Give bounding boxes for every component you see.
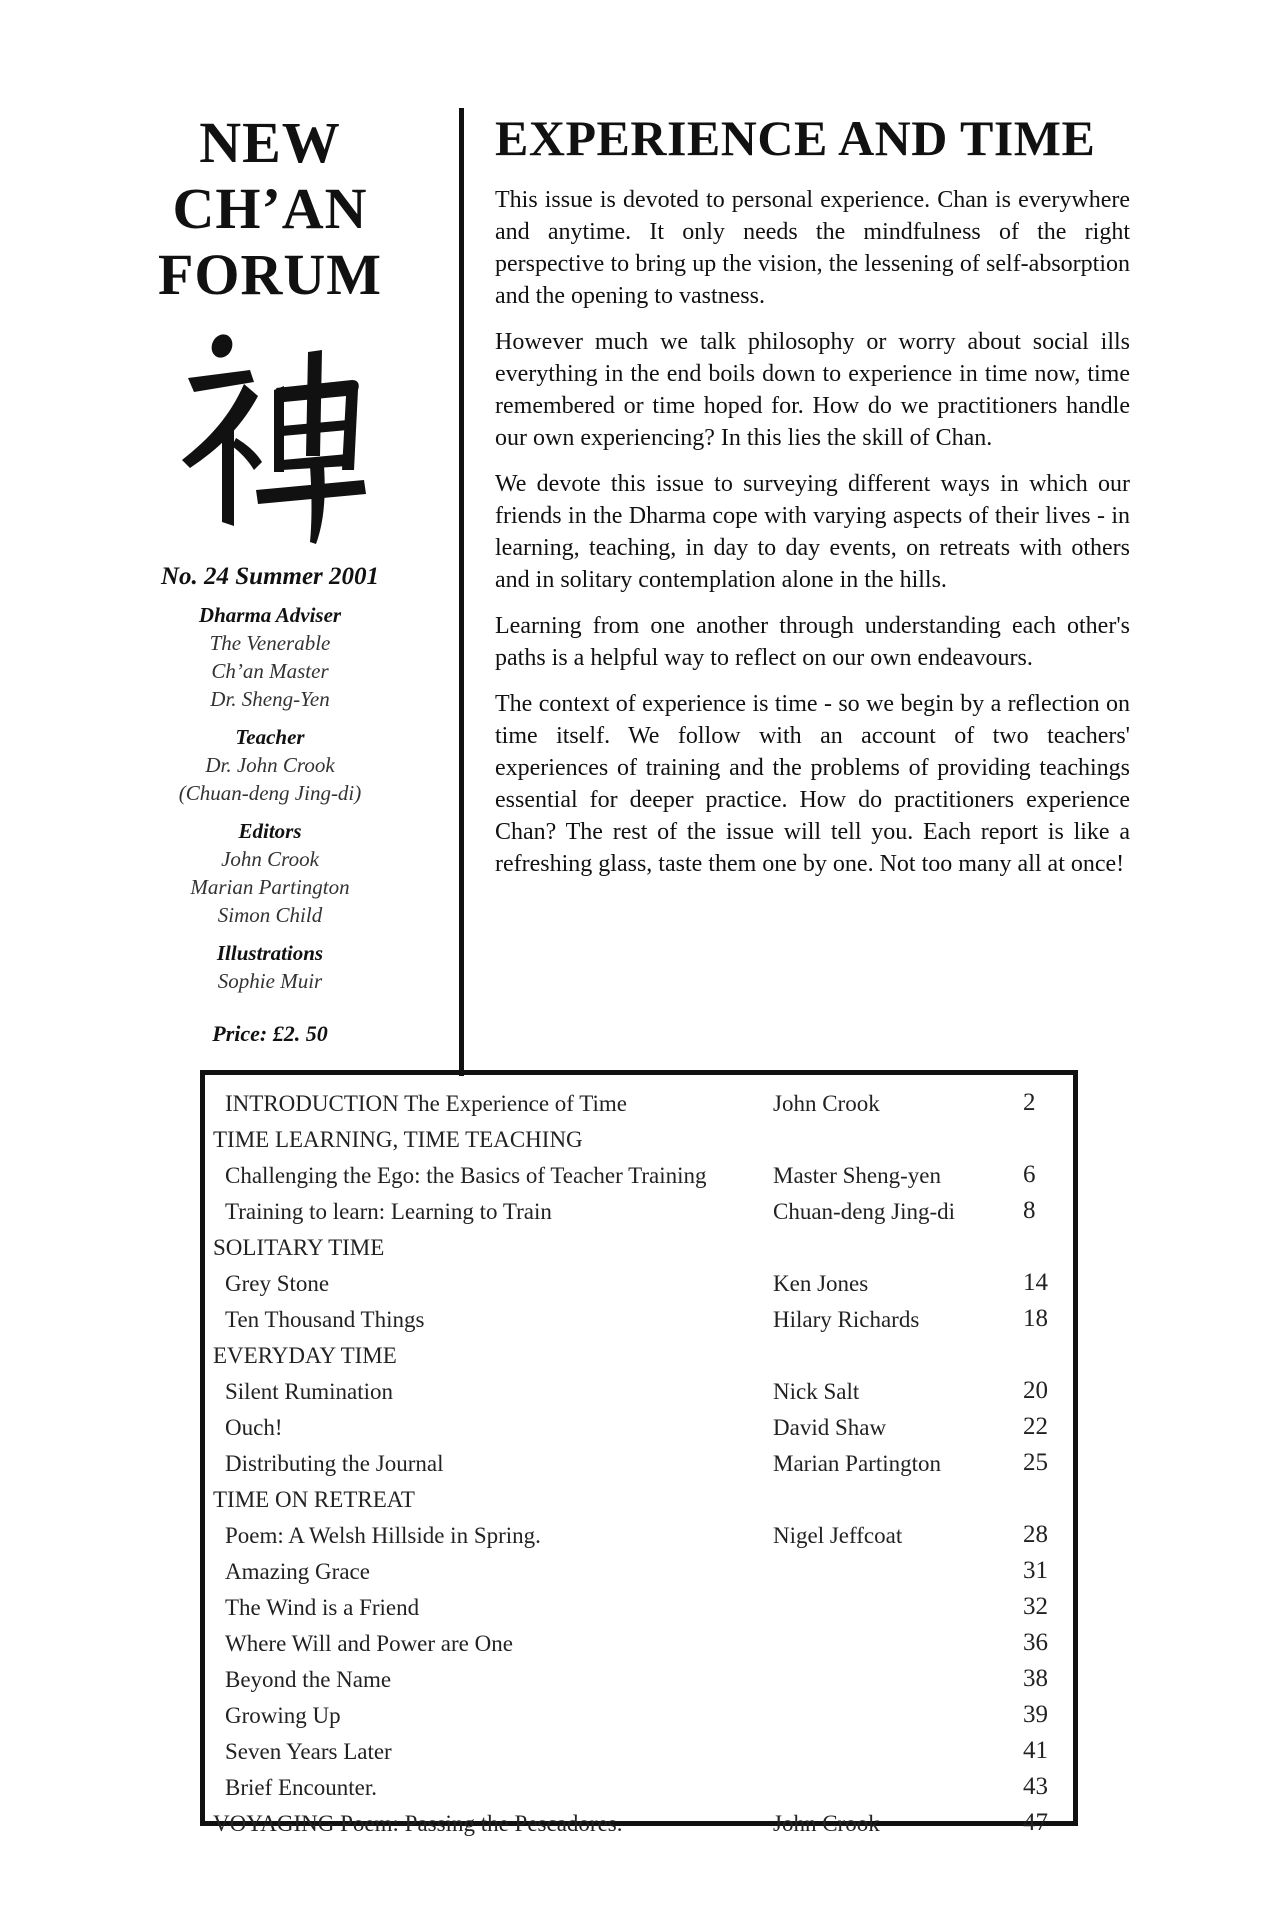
toc-entry-author: Marian Partington	[773, 1451, 941, 1476]
article-headline: EXPERIENCE AND TIME	[495, 110, 1096, 166]
toc-entry-title: VOYAGING Poem: Passing the Pescadores.	[213, 1811, 623, 1836]
person-name: Sophie Muir	[217, 969, 323, 993]
toc-row	[205, 1477, 1073, 1513]
article-paragraph: The context of experience is time - so we begin by a reflection on time itself. We follow with an account of two teachers' experiences of training and the problems of providing teachings essential for deeper practice. How do practitioners experience Chan? The rest of the issue will tell you. Each report is like a refreshing glass, taste them one by one. Not too many all at once!	[495, 691, 1130, 877]
column-divider	[459, 108, 464, 1076]
toc-row	[205, 1369, 1073, 1405]
toc-entry-title: TIME LEARNING, TIME TEACHING	[213, 1127, 583, 1152]
toc-row	[205, 1333, 1073, 1369]
toc-entry-page	[1023, 1477, 1073, 1513]
toc-entry-page	[1023, 1333, 1073, 1369]
toc-entry-author	[773, 1693, 1023, 1729]
toc-entry-author	[773, 1585, 1023, 1621]
person-name: Dr. John Crook	[205, 753, 335, 777]
toc-entry-author	[773, 1657, 1023, 1693]
toc-row	[205, 1225, 1073, 1261]
toc-row	[205, 1297, 1073, 1333]
toc-entry-title: The Wind is a Friend	[225, 1595, 420, 1620]
toc-entry-title: Training to learn: Learning to Train	[225, 1199, 552, 1224]
toc-entry-page: 6	[1023, 1161, 1036, 1188]
toc-entry-author: Ken Jones	[773, 1271, 869, 1296]
toc-entry-title: EVERYDAY TIME	[213, 1343, 397, 1368]
toc-entry-page: 36	[1023, 1629, 1048, 1656]
toc-entry-title: Where Will and Power are One	[225, 1631, 513, 1656]
toc-entry-title: INTRODUCTION The Experience of Time	[225, 1091, 628, 1116]
person-name: (Chuan-deng Jing-di)	[178, 781, 362, 805]
toc-entry-title: Grey Stone	[225, 1271, 330, 1296]
toc-entry-author: Master Sheng-yen	[773, 1163, 941, 1188]
price: Price: £2. 50	[212, 1021, 328, 1046]
toc-row	[205, 1657, 1073, 1693]
issue-number: No. 24 Summer 2001	[160, 563, 380, 590]
toc-entry-author	[773, 1333, 1023, 1369]
toc-entry-author: David Shaw	[773, 1415, 887, 1440]
toc-row	[205, 1693, 1073, 1729]
toc-entry-page: 32	[1023, 1593, 1048, 1620]
toc-row	[205, 1189, 1073, 1225]
toc-entry-page: 18	[1023, 1305, 1048, 1332]
sidebar	[140, 110, 400, 1047]
toc-entry-title: Ouch!	[225, 1415, 283, 1440]
toc-entry-title: Poem: A Welsh Hillside in Spring.	[225, 1523, 541, 1548]
toc-table	[205, 1081, 1073, 1837]
chan-character-icon	[170, 326, 370, 546]
toc-row	[205, 1765, 1073, 1801]
toc-entry-page: 20	[1023, 1377, 1048, 1404]
toc-entry-author	[773, 1729, 1023, 1765]
toc-entry-author	[773, 1117, 1023, 1153]
person-name: Dr. Sheng-Yen	[210, 687, 330, 711]
toc-row	[205, 1117, 1073, 1153]
person-name: Simon Child	[217, 903, 323, 927]
toc-row	[205, 1513, 1073, 1549]
toc-entry-title: Challenging the Ego: the Basics of Teacher Training	[225, 1163, 707, 1188]
toc-row	[205, 1621, 1073, 1657]
person-name: Ch’an Master	[211, 659, 329, 683]
toc-entry-page: 8	[1023, 1197, 1036, 1224]
article-paragraph: We devote this issue to surveying different ways in which our friends in the Dharma cope with varying aspects of their lives - in learning, teaching, in day to day events, on retreats with others and in solitary contemplation alone in the hills.	[495, 471, 1130, 593]
toc-entry-page: 43	[1023, 1773, 1048, 1800]
toc-entry-title: Growing Up	[225, 1703, 341, 1728]
article-paragraph: Learning from one another through understanding each other's paths is a helpful way to reflect on our own endeavours.	[495, 613, 1130, 671]
role-label: Dharma Adviser	[198, 603, 342, 627]
toc-entry-page: 25	[1023, 1449, 1048, 1476]
toc-entry-author: Nigel Jeffcoat	[773, 1523, 903, 1548]
article-paragraph: However much we talk philosophy or worry about social ills everything in the end boils down to experience in time now, time remembered or time hoped for. How do we practitioners handle our own experiencing? In this lies the skill of Chan.	[495, 329, 1130, 451]
toc-entry-author: John Crook	[773, 1091, 880, 1116]
table-of-contents	[200, 1070, 1078, 1836]
toc-row	[205, 1549, 1073, 1585]
toc-row	[205, 1801, 1073, 1837]
masthead-line: NEW	[199, 110, 341, 175]
toc-entry-title: Seven Years Later	[225, 1739, 392, 1764]
toc-entry-title: Brief Encounter.	[225, 1775, 378, 1800]
toc-entry-page: 47	[1023, 1809, 1048, 1836]
toc-entry-page	[1023, 1117, 1073, 1153]
toc-entry-page: 31	[1023, 1557, 1048, 1584]
person-name: The Venerable	[209, 631, 331, 655]
toc-row	[205, 1585, 1073, 1621]
toc-entry-page: 2	[1023, 1089, 1036, 1116]
toc-entry-title: Distributing the Journal	[225, 1451, 444, 1476]
toc-entry-title: SOLITARY TIME	[213, 1235, 385, 1260]
toc-entry-title: Silent Rumination	[225, 1379, 394, 1404]
person-name: Marian Partington	[190, 875, 350, 899]
toc-entry-author	[773, 1549, 1023, 1585]
role-label: Teacher	[235, 725, 305, 749]
toc-entry-page: 38	[1023, 1665, 1048, 1692]
toc-entry-page: 14	[1023, 1269, 1048, 1296]
toc-entry-author: John Crook	[773, 1811, 880, 1836]
toc-row	[205, 1153, 1073, 1189]
toc-entry-author	[773, 1225, 1023, 1261]
toc-entry-author	[773, 1621, 1023, 1657]
toc-entry-page	[1023, 1225, 1073, 1261]
toc-row	[205, 1261, 1073, 1297]
person-name: John Crook	[221, 847, 319, 871]
toc-entry-page: 41	[1023, 1737, 1048, 1764]
toc-entry-author: Chuan-deng Jing-di	[773, 1199, 956, 1224]
masthead-line: FORUM	[157, 242, 383, 307]
toc-entry-author	[773, 1477, 1023, 1513]
article-paragraph: This issue is devoted to personal experience. Chan is everywhere and anytime. It only needs the mindfulness of the right perspective to bring up the vision, the lessening of self-absorption and the opening to vastness.	[495, 187, 1130, 309]
toc-entry-title: Beyond the Name	[225, 1667, 392, 1692]
toc-row	[205, 1405, 1073, 1441]
role-label: Illustrations	[216, 941, 324, 965]
masthead	[140, 110, 400, 308]
toc-entry-title: Ten Thousand Things	[225, 1307, 425, 1332]
toc-row	[205, 1729, 1073, 1765]
toc-entry-page: 28	[1023, 1521, 1048, 1548]
role-label: Editors	[238, 819, 302, 843]
toc-entry-title: Amazing Grace	[225, 1559, 370, 1584]
toc-entry-page: 22	[1023, 1413, 1048, 1440]
toc-entry-page: 39	[1023, 1701, 1048, 1728]
toc-row	[205, 1441, 1073, 1477]
toc-entry-author	[773, 1765, 1023, 1801]
toc-entry-author: Nick Salt	[773, 1379, 860, 1404]
masthead-line: CH’AN	[172, 176, 368, 241]
toc-entry-author: Hilary Richards	[773, 1307, 920, 1332]
article	[495, 108, 1130, 894]
toc-entry-title: TIME ON RETREAT	[213, 1487, 415, 1512]
toc-row	[205, 1081, 1073, 1117]
